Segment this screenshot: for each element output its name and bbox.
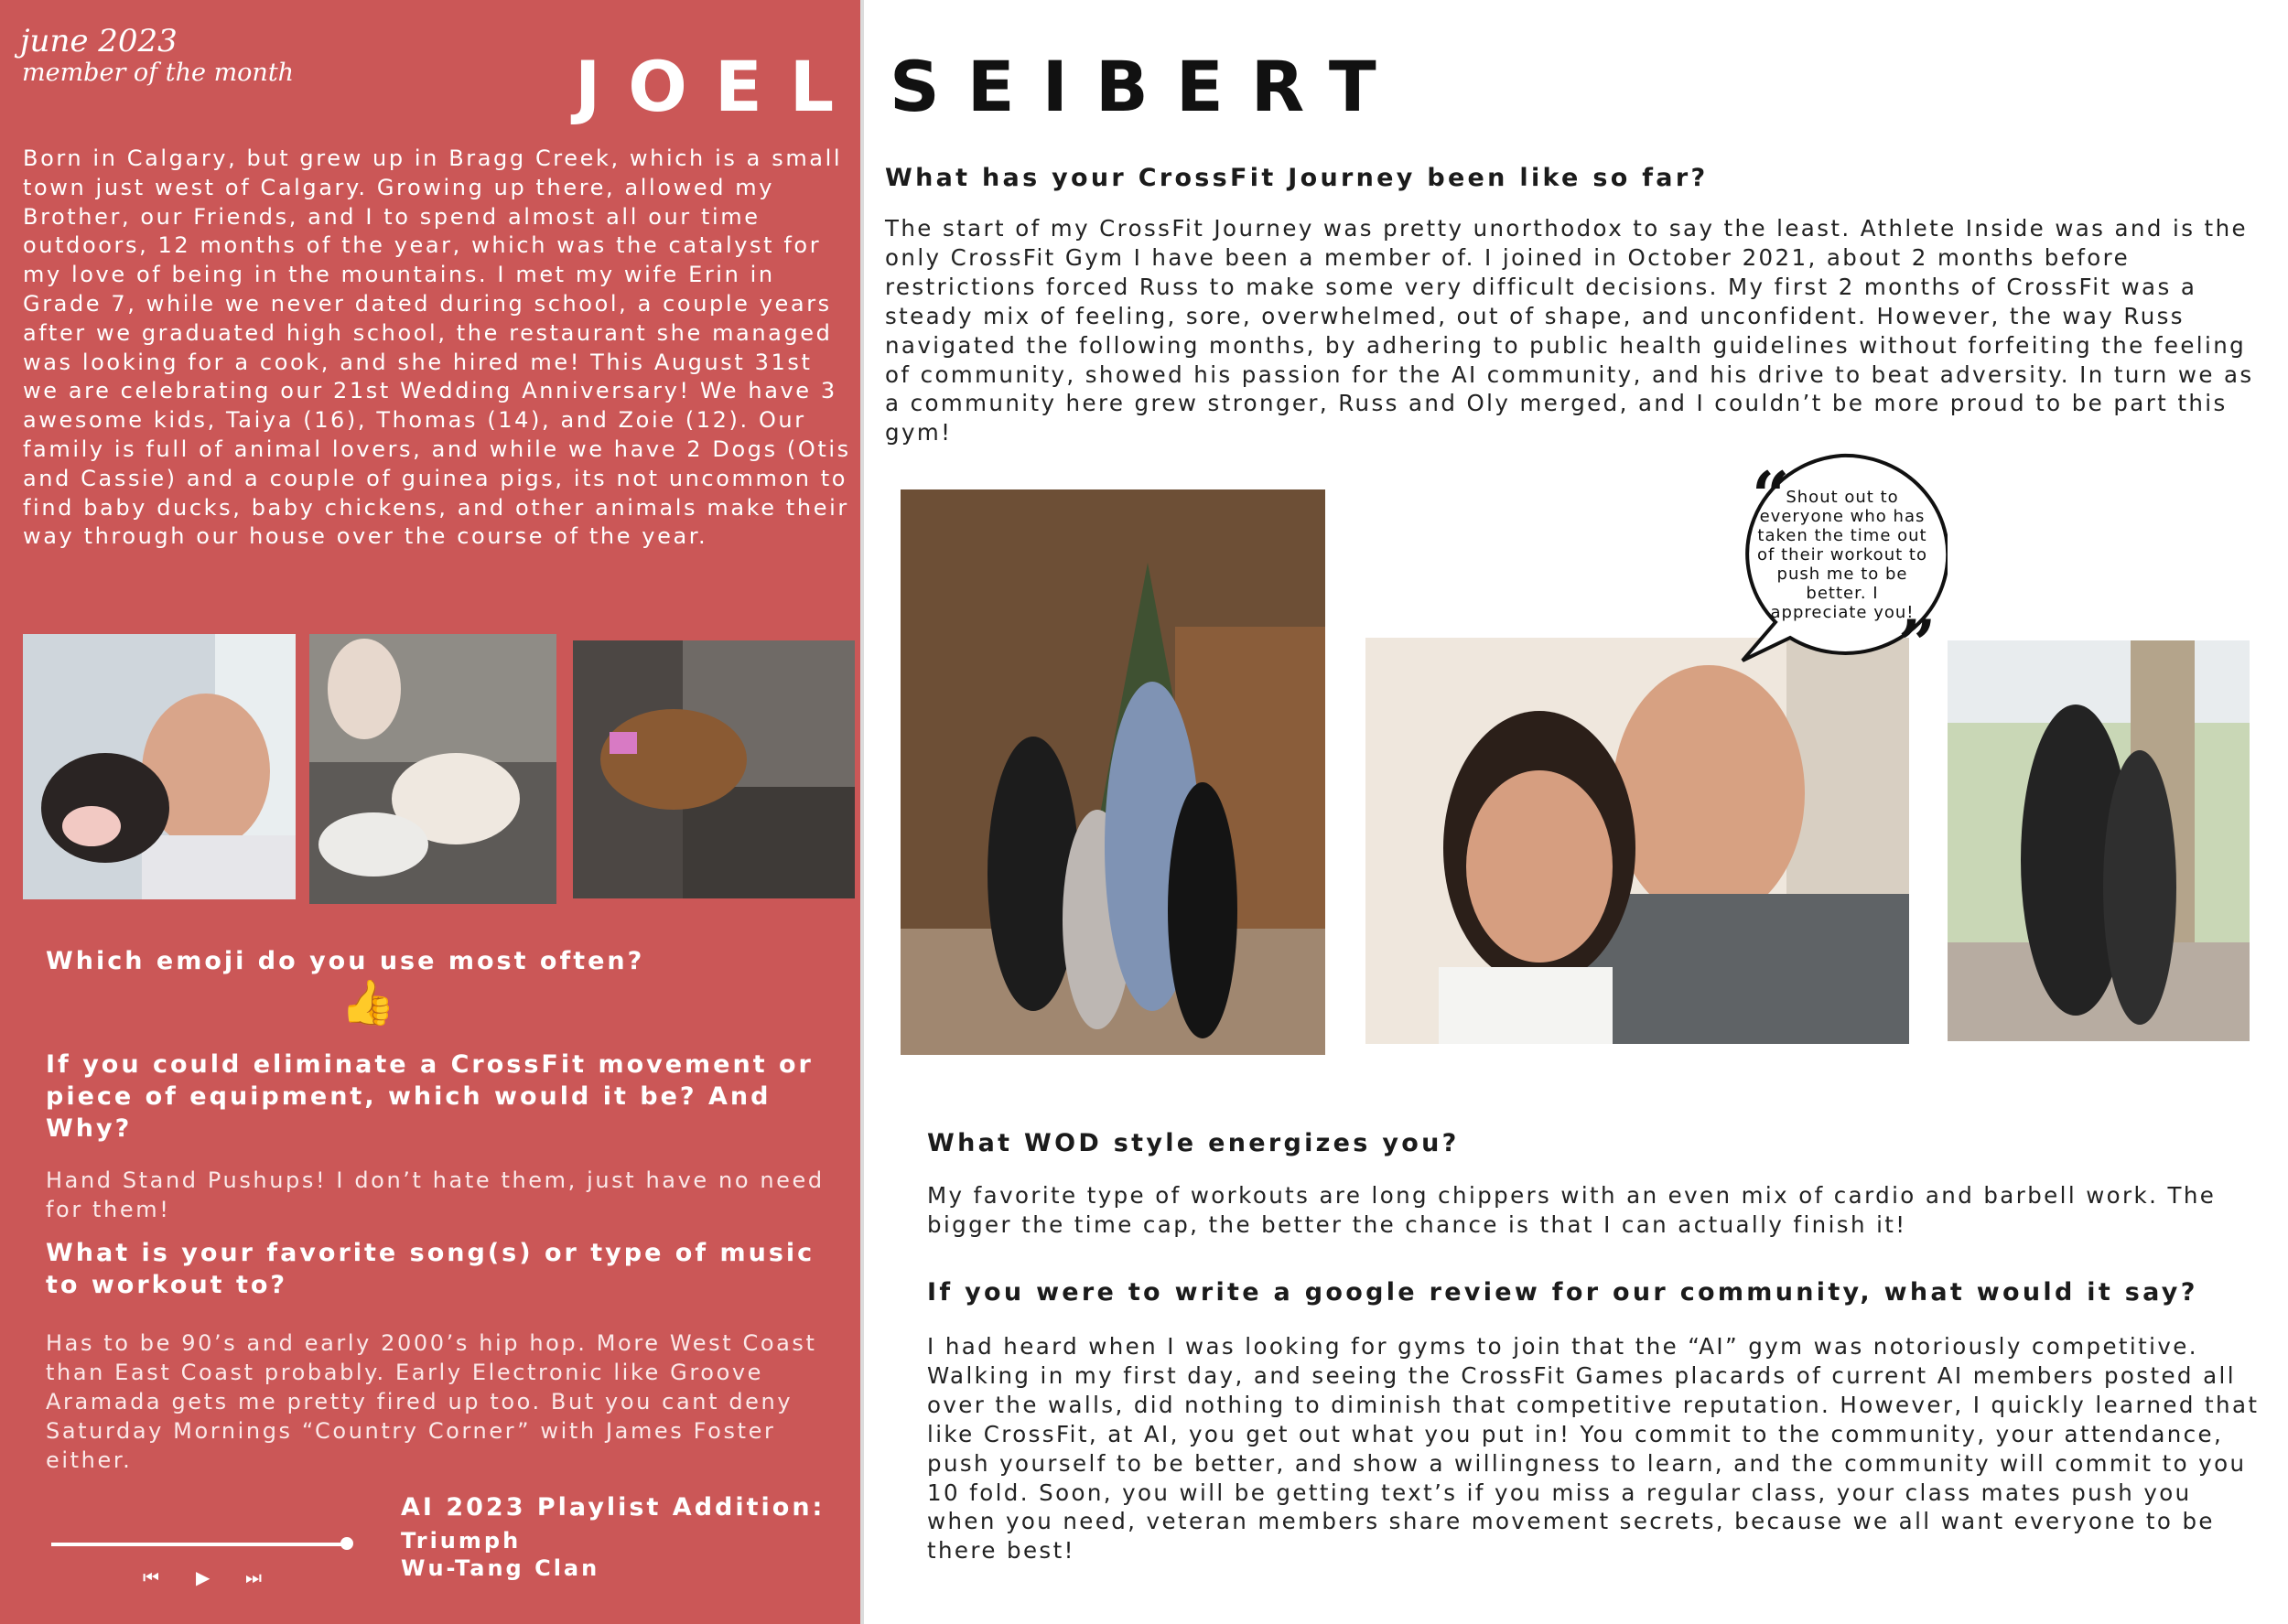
previous-track-icon[interactable]: ⏮ (143, 1566, 159, 1588)
review-answer: I had heard when I was looking for gyms to join that the “AI” gym was notoriously competitive. Walking in my first day, and seeing the CrossFit Games placards of current AI members posted all over the walls, did nothing to diminish that competitive reputation. However, I quickly learned that like CrossFit, at AI, you get out what you put in! You commit to the community, your attendance, push yourself to be better, and show a willingness to learn, and the community will commit to you 10 fold. Soon, you will be getting text’s if you miss a regular class, your class mates push you when you need, veteran members share movement secrets, because we all want everyone to be there best! (927, 1333, 2260, 1565)
member-last-name: SEIBERT (890, 46, 1404, 127)
quote-text: Shout out to everyone who has taken the time out of their workout to push me to be better. I appreciate you! (1757, 488, 1927, 622)
playlist-artist: Wu-Tang Clan (401, 1555, 600, 1581)
page-divider (860, 0, 864, 1624)
music-question: What is your favorite song(s) or type of music to workout to? (46, 1239, 815, 1299)
wod-answer: My favorite type of workouts are long chippers with an even mix of cardio and barbell work. The bigger the time cap, the better the chance is that I can actually finish it! (927, 1182, 2217, 1238)
playlist-song: Triumph (401, 1528, 522, 1554)
playlist-title: AI 2023 Playlist Addition: (401, 1493, 826, 1522)
emoji-question: Which emoji do you use most often? (46, 947, 645, 975)
close-quote-icon: ” (1898, 605, 1937, 683)
playlist-progress-handle[interactable] (340, 1537, 353, 1550)
wod-question: What WOD style energizes you? (927, 1129, 1460, 1157)
issue-date: june 2023 (20, 23, 178, 59)
eliminate-answer: Hand Stand Pushups! I don’t hate them, just have no need for them! (46, 1167, 825, 1222)
journey-answer: The start of my CrossFit Journey was pretty unorthodox to say the least. Athlete Inside was and is the only CrossFit Gym I have been a member of. I joined in October 2021, about 2 months before restrictions forced Russ to make some very difficult decisions. My first 2 months of CrossFit was a steady mix of feeling, sore, overwhelmed, out of shape, and unconfident. However, the way Russ navigated the following months, by adhering to public health guidelines without forfeiting the feeling of community, showed his passion for the AI community, and his drive to beat adversity. In turn we as a community here grew stronger, Russ and Oly merged, and I couldn’t be more proud to be part this gym! (885, 215, 2254, 446)
play-icon[interactable]: ▶ (196, 1566, 210, 1588)
photo-with-dog (309, 634, 556, 904)
member-first-name: JOEL (575, 46, 862, 127)
photo-couple-vacation (1948, 640, 2250, 1041)
photo-family-christmas (901, 489, 1325, 1055)
photo-boxer-dog (573, 640, 855, 898)
playlist-progress-bar[interactable] (51, 1543, 348, 1546)
photo-couple-selfie (1365, 638, 1909, 1044)
open-quote-icon: “ (1752, 457, 1790, 534)
eliminate-question: If you could eliminate a CrossFit movement or piece of equipment, which would it be? And Why? (46, 1050, 814, 1143)
thumbs-up-icon: 👍 (340, 977, 395, 1028)
photo-with-pig (23, 634, 296, 899)
next-track-icon[interactable]: ⏭ (245, 1566, 262, 1588)
review-question: If you were to write a google review for our community, what would it say? (927, 1278, 2198, 1307)
issue-label: member of the month (22, 59, 295, 87)
journey-question: What has your CrossFit Journey been like so far? (885, 164, 1709, 192)
member-bio: Born in Calgary, but grew up in Bragg Creek, which is a small town just west of Calgary. Growing up there, allowed my Brother, our Friends, and I to spend almost all our time outdoors, 12 months of the year, which was the catalyst for my love of being in the mountains. I met my wife Erin in Grade 7, while we never dated during school, a couple years after we graduated high school, the restaurant she managed was looking for a cook, and she hired me! This August 31st we are celebrating our 21st Wedding Anniversary! We have 3 awesome kids, Taiya (16), Thomas (14), and Zoie (12). Our family is full of animal lovers, and while we have 2 Dogs (Otis and Cassie) and a couple of guinea pigs, its not uncommon to find baby ducks, baby chickens, and other animals make their way through our house over the course of the year. (23, 145, 851, 550)
music-answer: Has to be 90’s and early 2000’s hip hop. More West Coast than East Coast probably. Early Electronic like Groove Aramada gets me pretty fired up too. But you cant deny Saturday Mornings “Country Corner” with James Foster either. (46, 1330, 817, 1473)
